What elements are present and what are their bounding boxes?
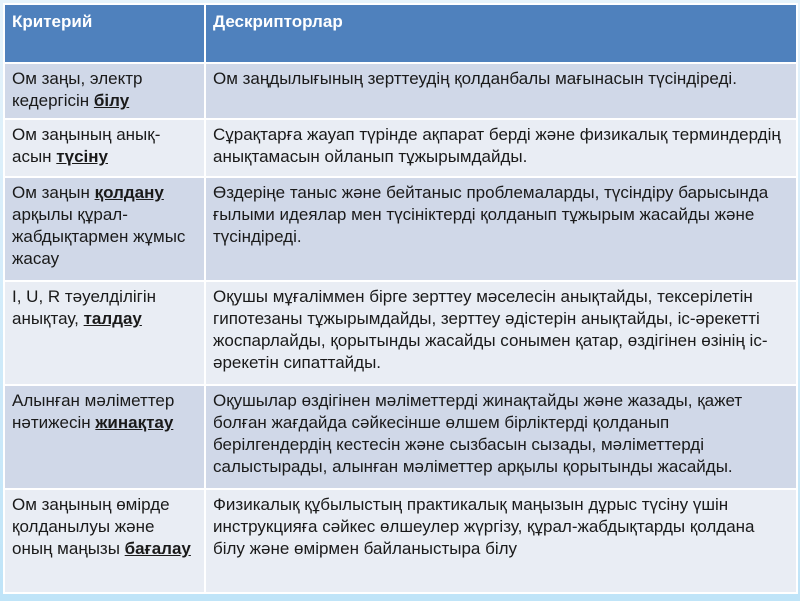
criterion-cell (4, 281, 205, 385)
table-row (4, 63, 797, 119)
descriptor-cell: Оқушы мұғаліммен бірге зерттеу мәселесін анықтайды, тексерілетін гипотезаны тұжырымдайды, зерттеу әдістерін анықтайды, іс-әрекетті жоспарлайды, қорытынды жасайды сонымен қатар, өздігінен өзінің іс-әрекетін сипаттайды. (205, 281, 797, 385)
criterion-cell (4, 385, 205, 489)
criterion-suffix: арқылы құрал-жабдықтармен жұмыс жасау (12, 205, 186, 268)
criterion-keyword: талдау (83, 309, 142, 328)
table-row (4, 177, 797, 281)
criterion-keyword: бағалау (124, 539, 191, 558)
table-row (4, 489, 797, 593)
criteria-table (3, 3, 798, 594)
criterion-text: Ом заңын (12, 183, 95, 202)
criterion-keyword: түсіну (56, 147, 108, 166)
descriptor-cell: Физикалық құбылыстың практикалық маңызын дұрыс түсіну үшін инструкцияға сәйкес өлшеулер жүргізу, құрал-жабдықтарды қолдана білу және өмірмен байланыстыра білу (205, 489, 797, 593)
table-row (4, 119, 797, 177)
table-row (4, 385, 797, 489)
criterion-text: Ом заңының өмірде қолданылуы және оның маңызы (12, 495, 170, 558)
descriptor-cell: Өздеріңе таныс және бейтаныс проблемаларды, түсіндіру барысында ғылыми идеялар мен түсініктерді қолданып тұжырым жасайды және түсіндіреді. (205, 177, 797, 281)
table-header-row (4, 4, 797, 63)
descriptor-cell: Оқушылар өздігінен мәліметтерді жинақтайды және жазады, қажет болған жағдайда сәйкесінше өлшем бірліктерді қолданып берілгендердің кестесін және сызбасын сызады, мәліметтерді салыстырады, алынған мәліметтер арқылы қорытынды жасайды. (205, 385, 797, 489)
descriptor-cell: Ом заңдылығының зерттеудің қолданбалы мағынасын түсіндіреді. (205, 63, 797, 119)
criterion-text: Ом заңының анық-асын (12, 125, 161, 166)
criterion-cell (4, 63, 205, 119)
criterion-cell (4, 177, 205, 281)
criterion-keyword: жинақтау (95, 413, 174, 432)
criterion-keyword: қолдану (94, 183, 164, 202)
table-row (4, 281, 797, 385)
descriptors-column-header: Дескрипторлар (205, 4, 797, 63)
criterion-keyword: білу (93, 91, 130, 110)
criterion-text: I, U, R тәуелділігін анықтау, (12, 287, 157, 328)
criterion-cell (4, 489, 205, 593)
criterion-cell (4, 119, 205, 177)
criterion-text: Алынған мәліметтер нәтижесін (12, 391, 175, 432)
criterion-column-header: Критерий (4, 4, 205, 63)
criterion-text: Ом заңы, электр кедергісін (12, 69, 143, 110)
descriptor-cell: Сұрақтарға жауап түрінде ақпарат берді және физикалық терминдердің анықтамасын ойланып тұжырымдайды. (205, 119, 797, 177)
